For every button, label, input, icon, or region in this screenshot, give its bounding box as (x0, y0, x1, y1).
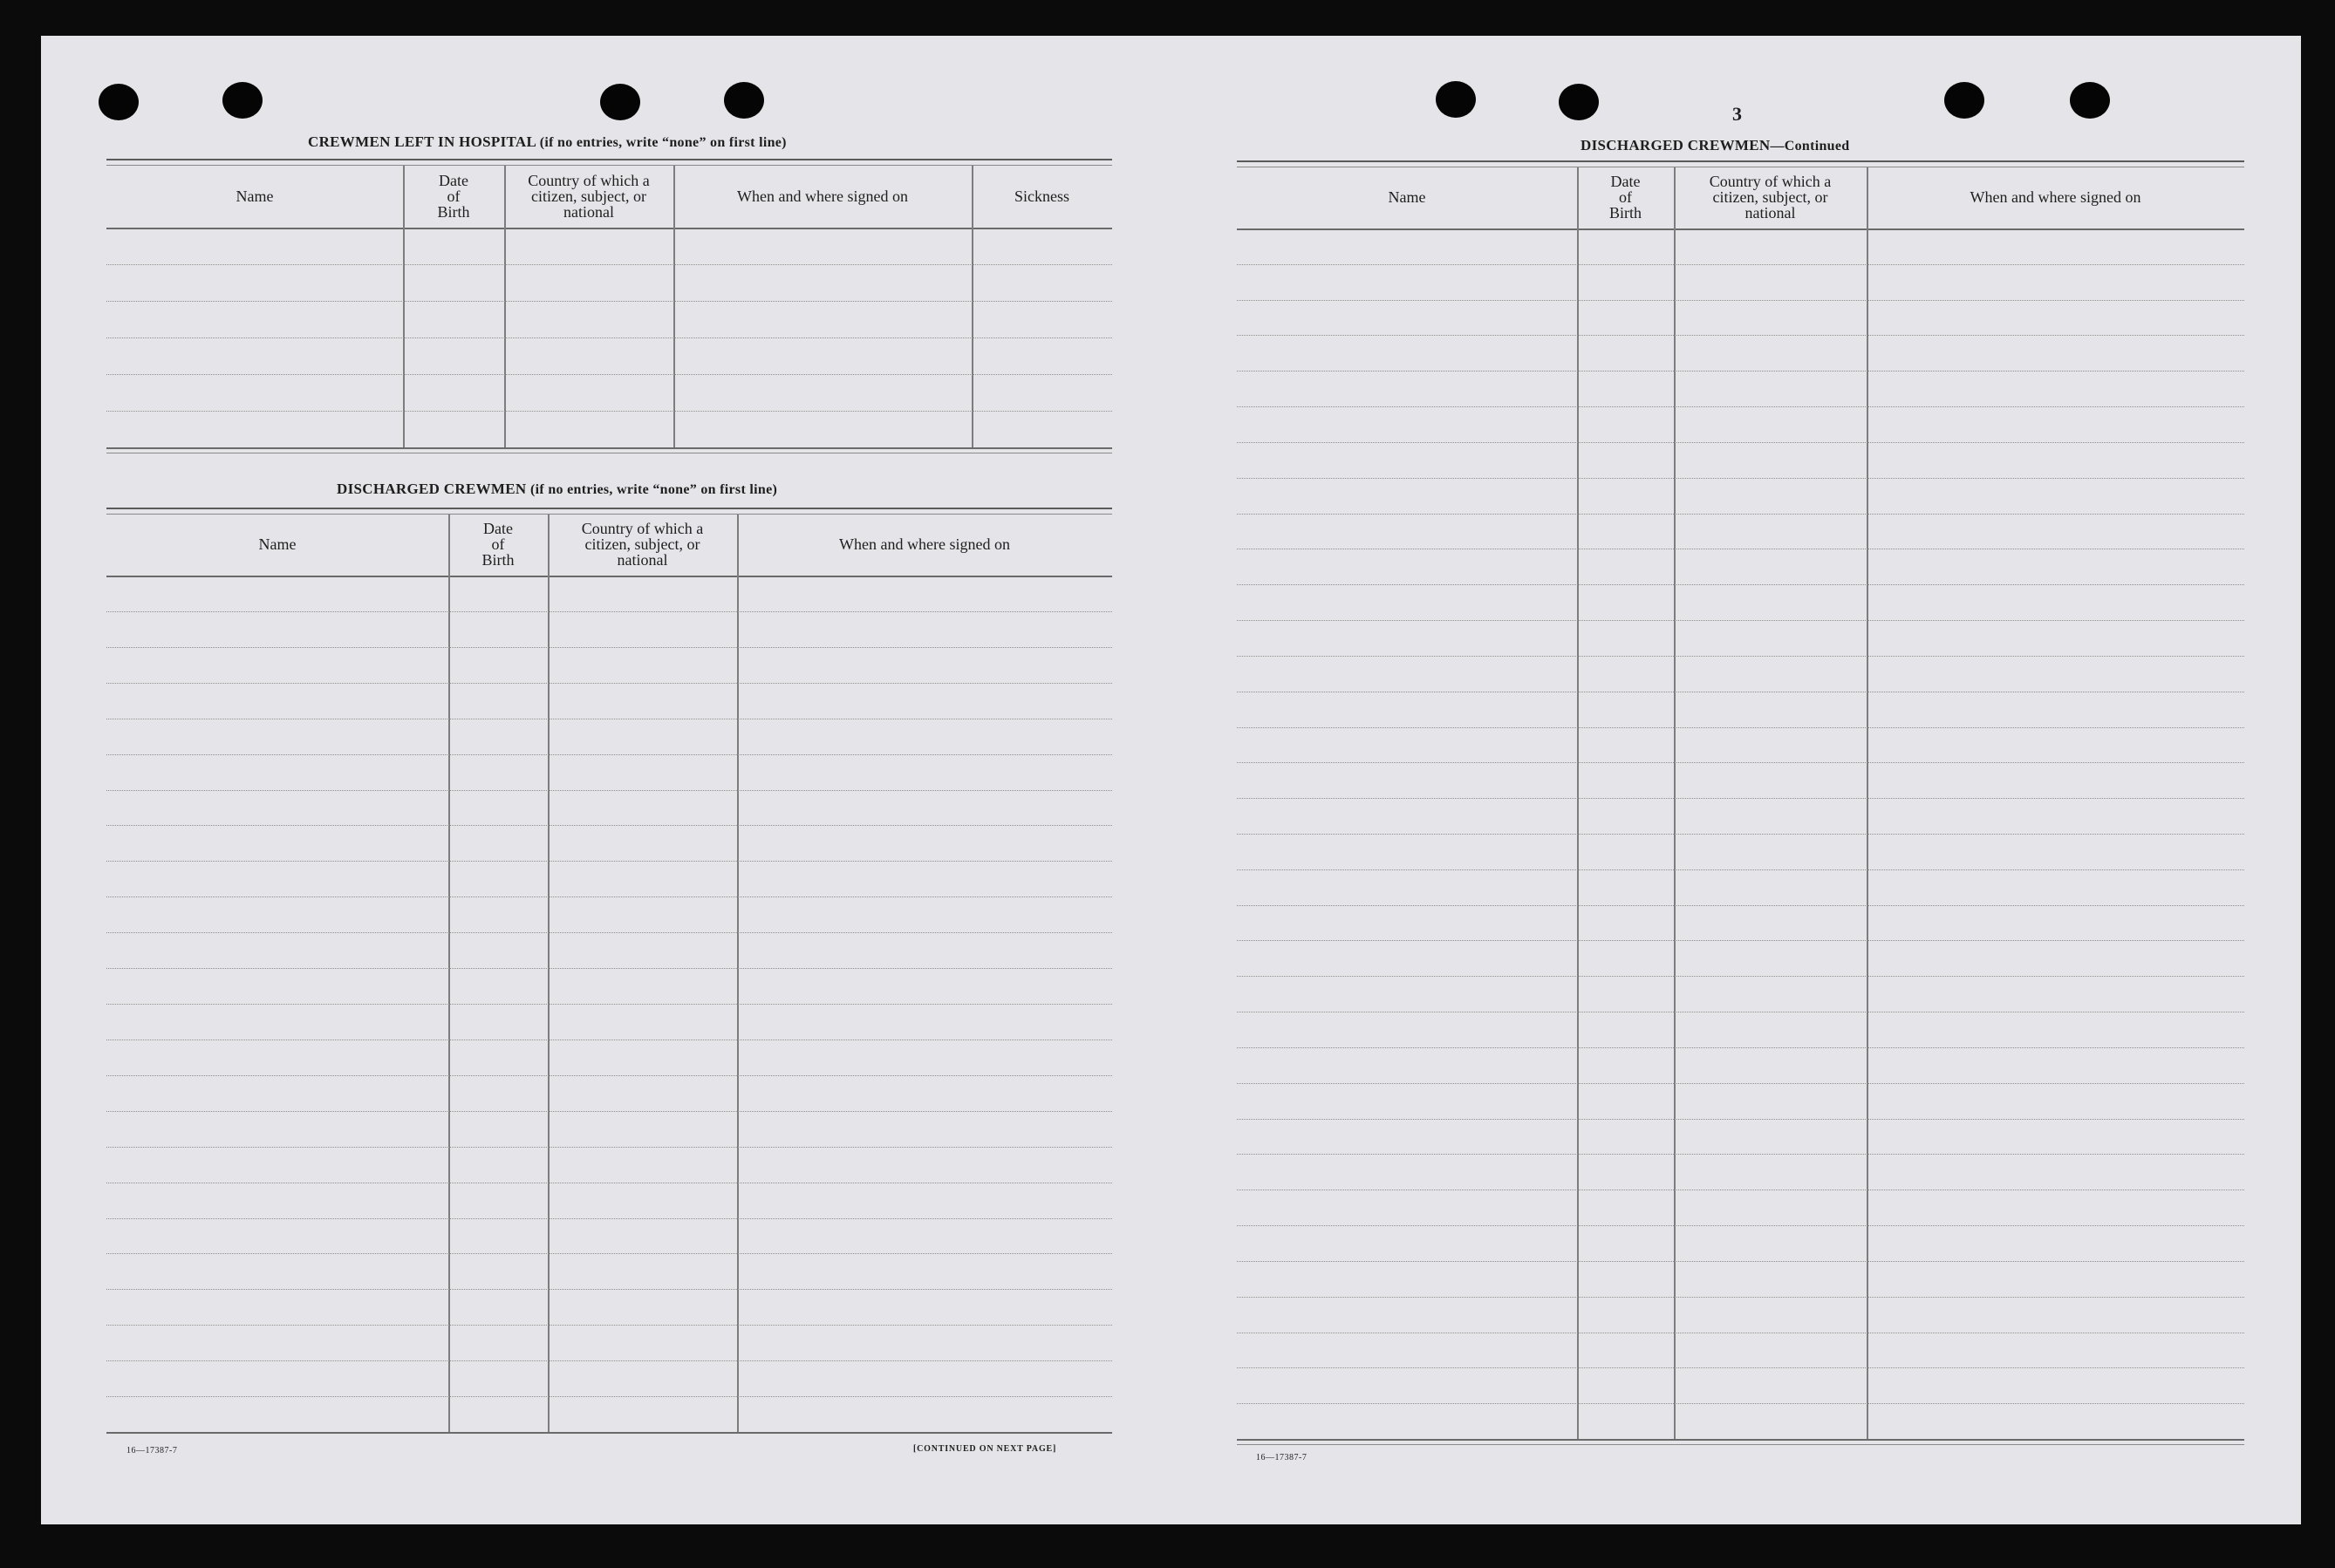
entry-line[interactable] (106, 374, 1112, 375)
entry-line[interactable] (106, 932, 1112, 933)
entry-line[interactable] (1237, 1297, 2244, 1298)
entry-line[interactable] (106, 1396, 1112, 1397)
entry-line[interactable] (106, 301, 1112, 302)
continued-note: [CONTINUED ON NEXT PAGE] (913, 1444, 1057, 1454)
entry-line[interactable] (106, 264, 1112, 265)
header-rule (106, 576, 1112, 577)
punch-hole-icon (1436, 81, 1476, 118)
entry-line[interactable] (1237, 514, 2244, 515)
column-header (975, 166, 1109, 226)
entry-line[interactable] (106, 611, 1112, 612)
column-header-label: Name (1388, 188, 1426, 206)
entry-line[interactable] (106, 825, 1112, 826)
entry-line[interactable] (1237, 869, 2244, 870)
column-header (1240, 167, 1574, 227)
column-header-label: When and where signed on (839, 535, 1010, 553)
entry-line[interactable] (1237, 1225, 2244, 1226)
entry-line[interactable] (106, 337, 1112, 338)
column-header (110, 166, 399, 226)
continued-suffix: —Continued (1770, 139, 1850, 153)
header-rule (1237, 228, 2244, 230)
right-top-rule (1237, 160, 2244, 167)
punch-hole-icon (600, 84, 640, 120)
entry-line[interactable] (106, 411, 1112, 412)
form-sheet (41, 36, 2301, 1524)
entry-line[interactable] (106, 1218, 1112, 1219)
punch-hole-icon (1559, 84, 1599, 120)
column-divider (1674, 167, 1676, 1439)
entry-line[interactable] (106, 1360, 1112, 1361)
column-divider (1867, 167, 1868, 1439)
punch-hole-icon (1944, 82, 1984, 119)
entry-line[interactable] (1237, 656, 2244, 657)
discharged-top-rule (106, 508, 1112, 515)
column-header-label: Country of which a citizen, subject, or national (581, 520, 704, 569)
column-header-label: When and where signed on (737, 187, 908, 205)
column-header-label: Sickness (1014, 187, 1069, 205)
entry-line[interactable] (106, 790, 1112, 791)
entry-line[interactable] (106, 683, 1112, 684)
table-bottom-rule (1237, 1439, 2244, 1445)
entry-line[interactable] (1237, 300, 2244, 301)
column-divider (548, 515, 550, 1432)
column-header-label: Date of Birth (481, 520, 515, 569)
column-header-label: Country of which a citizen, subject, or national (1709, 173, 1832, 222)
column-header (1581, 167, 1670, 227)
entry-line[interactable] (106, 1253, 1112, 1254)
column-header (1677, 167, 1863, 227)
entry-line[interactable] (106, 1147, 1112, 1148)
entry-line[interactable] (1237, 442, 2244, 443)
column-header-label: Name (236, 187, 274, 205)
entry-line[interactable] (106, 754, 1112, 755)
entry-line[interactable] (1237, 1403, 2244, 1404)
column-divider (972, 166, 973, 447)
column-header-label: Date of Birth (437, 171, 470, 221)
entry-line[interactable] (1237, 1083, 2244, 1084)
discharged-continued-title (1581, 137, 1849, 154)
entry-line[interactable] (106, 1004, 1112, 1005)
column-header (406, 166, 501, 226)
hospital-title-note: (if no entries, write “none” on first line) (539, 135, 787, 150)
punch-hole-icon (2070, 82, 2110, 119)
column-divider (448, 515, 450, 1432)
entry-line[interactable] (1237, 1367, 2244, 1368)
entry-line[interactable] (1237, 834, 2244, 835)
column-divider (673, 166, 675, 447)
entry-line[interactable] (1237, 335, 2244, 336)
entry-line[interactable] (1237, 940, 2244, 941)
entry-line[interactable] (1237, 905, 2244, 906)
column-divider (737, 515, 739, 1432)
column-header-label: Name (258, 535, 297, 553)
punch-hole-icon (99, 84, 139, 120)
entry-line[interactable] (1237, 264, 2244, 265)
entry-line[interactable] (106, 968, 1112, 969)
entry-line[interactable] (106, 1325, 1112, 1326)
column-header (741, 515, 1109, 574)
entry-line[interactable] (1237, 762, 2244, 763)
entry-line[interactable] (1237, 406, 2244, 407)
entry-line[interactable] (1237, 584, 2244, 585)
entry-line[interactable] (1237, 1154, 2244, 1155)
entry-line[interactable] (106, 1075, 1112, 1076)
column-header-label: Date of Birth (1608, 173, 1642, 222)
entry-line[interactable] (106, 861, 1112, 862)
column-header (508, 166, 670, 226)
column-header-label: When and where signed on (1970, 188, 2141, 206)
form-code-right: 16—17387-7 (1256, 1453, 1307, 1462)
entry-line[interactable] (1237, 1047, 2244, 1048)
punch-hole-icon (222, 82, 263, 119)
entry-line[interactable] (1237, 620, 2244, 621)
entry-line[interactable] (106, 896, 1112, 897)
entry-line[interactable] (1237, 478, 2244, 479)
column-divider (403, 166, 405, 447)
entry-line[interactable] (1237, 1261, 2244, 1262)
column-header (677, 166, 968, 226)
hospital-section-title (308, 133, 787, 151)
entry-line[interactable] (106, 647, 1112, 648)
form-code-left: 16—17387-7 (126, 1446, 178, 1456)
column-header-label: Country of which a citizen, subject, or national (528, 171, 650, 221)
punch-hole-icon (724, 82, 764, 119)
page-number: 3 (1732, 103, 1742, 125)
discharged-continued-title-text: DISCHARGED CREWMEN (1581, 137, 1771, 153)
column-header (110, 515, 445, 574)
entry-line[interactable] (1237, 1119, 2244, 1120)
discharged-title-text: DISCHARGED CREWMEN (337, 481, 527, 497)
hospital-top-rule (106, 159, 1112, 166)
column-header (551, 515, 734, 574)
entry-line[interactable] (1237, 976, 2244, 977)
column-divider (504, 166, 506, 447)
table-bottom-rule (106, 447, 1112, 453)
entry-line[interactable] (106, 1111, 1112, 1112)
hospital-title-text: CREWMEN LEFT IN HOSPITAL (308, 133, 536, 150)
header-rule (106, 228, 1112, 229)
column-divider (1577, 167, 1579, 1439)
entry-line[interactable] (106, 1289, 1112, 1290)
discharged-title-note: (if no entries, write “none” on first line) (530, 482, 778, 497)
entry-line[interactable] (1237, 798, 2244, 799)
column-header (1870, 167, 2241, 227)
entry-line[interactable] (1237, 371, 2244, 372)
table-bottom-rule (106, 1432, 1112, 1434)
discharged-section-title (337, 481, 777, 498)
entry-line[interactable] (1237, 727, 2244, 728)
column-header (452, 515, 544, 574)
